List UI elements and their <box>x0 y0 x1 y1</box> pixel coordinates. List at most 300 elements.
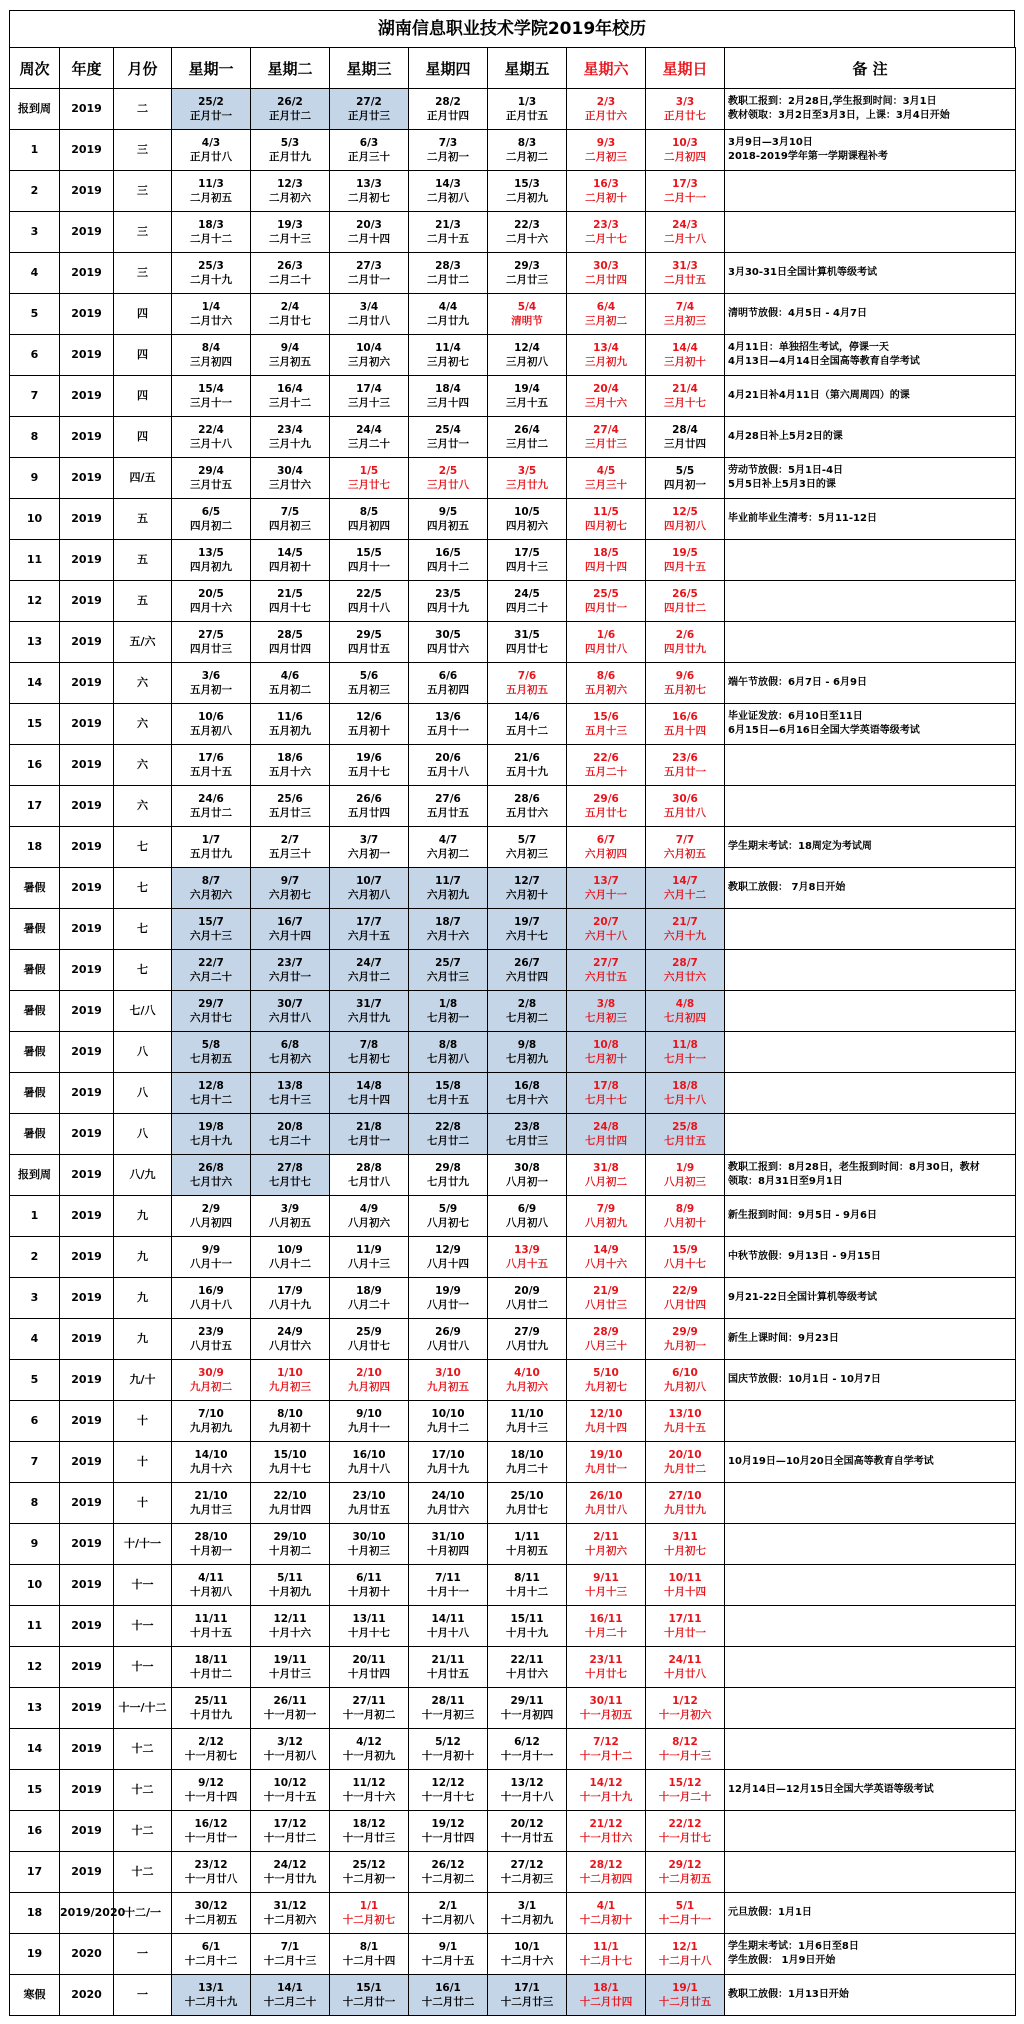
lunar-date: 八月十四 <box>427 1258 469 1270</box>
month-cell: 五/六 <box>114 622 172 663</box>
month-cell: 十一 <box>114 1647 172 1688</box>
day-cell <box>567 991 646 1032</box>
note-cell <box>725 499 1016 540</box>
lunar-date: 八月廿一 <box>427 1299 469 1311</box>
day-cell <box>646 704 725 745</box>
lunar-date: 十一月廿一 <box>184 1832 238 1844</box>
gregorian-date: 19/3 <box>277 219 303 231</box>
day-cell <box>567 1032 646 1073</box>
gregorian-date: 4/4 <box>438 301 458 313</box>
gregorian-date: 26/10 <box>589 1490 623 1502</box>
day-cell <box>172 1073 251 1114</box>
gregorian-date: 17/1 <box>514 1982 540 1994</box>
header-year: 年度 <box>60 48 114 89</box>
lunar-date: 四月十八 <box>348 602 390 614</box>
day-cell <box>251 1483 330 1524</box>
gregorian-date: 22/5 <box>356 588 382 600</box>
gregorian-date: 23/3 <box>593 219 619 231</box>
note-cell <box>725 1606 1016 1647</box>
lunar-date: 四月十二 <box>427 561 469 573</box>
gregorian-date: 28/11 <box>431 1695 465 1707</box>
day-cell <box>488 1770 567 1811</box>
note-line: 5月5日补上5月3日的课 <box>728 479 836 490</box>
gregorian-date: 30/7 <box>277 998 303 1010</box>
day-cell <box>172 1319 251 1360</box>
month-cell: 六 <box>114 663 172 704</box>
lunar-date: 正月廿八 <box>190 151 232 163</box>
gregorian-date: 9/6 <box>675 670 695 682</box>
gregorian-date: 15/6 <box>593 711 619 723</box>
day-cell <box>330 1729 409 1770</box>
day-cell <box>409 171 488 212</box>
lunar-date: 正月廿五 <box>506 110 548 122</box>
lunar-date: 八月廿九 <box>506 1340 548 1352</box>
lunar-date: 十二月初九 <box>500 1914 554 1926</box>
day-cell <box>330 1278 409 1319</box>
gregorian-date: 4/6 <box>280 670 300 682</box>
gregorian-date: 31/8 <box>593 1162 619 1174</box>
lunar-date: 四月廿二 <box>664 602 706 614</box>
gregorian-date: 14/9 <box>593 1244 619 1256</box>
gregorian-date: 9/12 <box>198 1777 224 1789</box>
gregorian-date: 30/8 <box>514 1162 540 1174</box>
table-row <box>10 868 1016 909</box>
gregorian-date: 18/1 <box>593 1982 619 1994</box>
gregorian-date: 30/10 <box>352 1531 386 1543</box>
lunar-date: 十月十一 <box>427 1586 469 1598</box>
table-row <box>10 540 1016 581</box>
day-cell <box>172 1606 251 1647</box>
lunar-date: 十一月廿九 <box>263 1873 317 1885</box>
day-cell <box>409 335 488 376</box>
day-cell <box>646 1278 725 1319</box>
note-line: 元旦放假：1月1日 <box>728 1907 812 1918</box>
gregorian-date: 12/8 <box>198 1080 224 1092</box>
lunar-date: 八月十一 <box>190 1258 232 1270</box>
day-cell <box>567 1442 646 1483</box>
lunar-date: 九月廿二 <box>664 1463 706 1475</box>
year-cell: 2019 <box>60 581 114 622</box>
day-cell <box>330 171 409 212</box>
lunar-date: 十一月廿八 <box>184 1873 238 1885</box>
lunar-date: 五月十二 <box>506 725 548 737</box>
day-cell <box>251 1155 330 1196</box>
year-cell: 2019 <box>60 458 114 499</box>
day-cell <box>409 1401 488 1442</box>
gregorian-date: 19/4 <box>514 383 540 395</box>
gregorian-date: 27/5 <box>198 629 224 641</box>
lunar-date: 七月廿四 <box>585 1135 627 1147</box>
month-cell: 四 <box>114 417 172 458</box>
lunar-date: 二月初三 <box>585 151 627 163</box>
year-cell: 2019 <box>60 1196 114 1237</box>
day-cell <box>488 1032 567 1073</box>
lunar-date: 十月初八 <box>190 1586 232 1598</box>
note-line: 毕业前毕业生清考：5月11-12日 <box>728 513 877 524</box>
table-row <box>10 1196 1016 1237</box>
lunar-date: 十一月廿五 <box>500 1832 554 1844</box>
gregorian-date: 5/1 <box>675 1900 695 1912</box>
note-cell <box>725 253 1016 294</box>
gregorian-date: 17/3 <box>672 178 698 190</box>
gregorian-date: 8/7 <box>201 875 221 887</box>
lunar-date: 九月初十 <box>269 1422 311 1434</box>
gregorian-date: 18/7 <box>435 916 461 928</box>
lunar-date: 三月初三 <box>664 315 706 327</box>
year-cell: 2019 <box>60 663 114 704</box>
day-cell <box>646 1852 725 1893</box>
month-cell: 六 <box>114 786 172 827</box>
note-line: 2018-2019学年第一学期课程补考 <box>728 151 888 162</box>
year-cell: 2019 <box>60 1319 114 1360</box>
lunar-date: 三月十八 <box>190 438 232 450</box>
day-cell <box>251 89 330 130</box>
gregorian-date: 5/3 <box>280 137 300 149</box>
day-cell <box>172 130 251 171</box>
day-cell <box>330 1155 409 1196</box>
day-cell <box>409 458 488 499</box>
year-cell: 2019 <box>60 1442 114 1483</box>
lunar-date: 二月十九 <box>190 274 232 286</box>
lunar-date: 二月十四 <box>348 233 390 245</box>
day-cell <box>409 1442 488 1483</box>
day-cell <box>409 909 488 950</box>
day-cell <box>172 909 251 950</box>
note-line: 4月21日补4月11日（第六周周四）的课 <box>728 390 910 401</box>
day-cell <box>488 909 567 950</box>
gregorian-date: 5/9 <box>438 1203 458 1215</box>
day-cell <box>488 212 567 253</box>
day-cell <box>646 1442 725 1483</box>
day-cell <box>251 1196 330 1237</box>
day-cell <box>172 827 251 868</box>
lunar-date: 八月三十 <box>585 1340 627 1352</box>
lunar-date: 九月初三 <box>269 1381 311 1393</box>
table-row <box>10 909 1016 950</box>
gregorian-date: 11/4 <box>435 342 461 354</box>
note-cell <box>725 1975 1016 2016</box>
lunar-date: 六月初九 <box>427 889 469 901</box>
gregorian-date: 21/6 <box>514 752 540 764</box>
gregorian-date: 22/12 <box>668 1818 702 1830</box>
lunar-date: 三月初六 <box>348 356 390 368</box>
month-cell: 十二 <box>114 1852 172 1893</box>
gregorian-date: 4/12 <box>356 1736 382 1748</box>
lunar-date: 四月廿七 <box>506 643 548 655</box>
gregorian-date: 6/9 <box>517 1203 537 1215</box>
week-cell: 17 <box>10 786 60 827</box>
gregorian-date: 2/8 <box>517 998 537 1010</box>
lunar-date: 九月廿六 <box>427 1504 469 1516</box>
note-cell <box>725 786 1016 827</box>
lunar-date: 二月廿六 <box>190 315 232 327</box>
gregorian-date: 14/5 <box>277 547 303 559</box>
day-cell <box>488 1688 567 1729</box>
table-row <box>10 294 1016 335</box>
lunar-date: 十二月初五 <box>184 1914 238 1926</box>
gregorian-date: 2/10 <box>356 1367 382 1379</box>
lunar-date: 十二月十九 <box>184 1996 238 2008</box>
year-cell: 2019 <box>60 253 114 294</box>
header-week: 周次 <box>10 48 60 89</box>
day-cell <box>567 1360 646 1401</box>
month-cell: 七 <box>114 827 172 868</box>
table-row <box>10 1114 1016 1155</box>
gregorian-date: 9/1 <box>438 1941 458 1953</box>
lunar-date: 四月初一 <box>664 479 706 491</box>
day-cell <box>330 1975 409 2016</box>
day-cell <box>330 1852 409 1893</box>
lunar-date: 七月十四 <box>348 1094 390 1106</box>
day-cell <box>172 212 251 253</box>
year-cell: 2019 <box>60 130 114 171</box>
lunar-date: 三月十七 <box>664 397 706 409</box>
gregorian-date: 27/7 <box>593 957 619 969</box>
table-row <box>10 458 1016 499</box>
gregorian-date: 16/6 <box>672 711 698 723</box>
week-cell: 暑假 <box>10 991 60 1032</box>
lunar-date: 七月廿一 <box>348 1135 390 1147</box>
note-line: 毕业证发放：6月10日至11日 <box>728 711 863 722</box>
lunar-date: 六月初五 <box>664 848 706 860</box>
table-row <box>10 1401 1016 1442</box>
gregorian-date: 9/10 <box>356 1408 382 1420</box>
lunar-date: 十月初七 <box>664 1545 706 1557</box>
gregorian-date: 30/6 <box>672 793 698 805</box>
day-cell <box>488 458 567 499</box>
day-cell <box>330 89 409 130</box>
note-line: 中秋节放假：9月13日 - 9月15日 <box>728 1251 881 1262</box>
lunar-date: 六月廿九 <box>348 1012 390 1024</box>
month-cell: 十一/十二 <box>114 1688 172 1729</box>
day-cell <box>330 909 409 950</box>
note-line: 4月11日：单独招生考试，停课一天 <box>728 342 889 353</box>
day-cell <box>251 1114 330 1155</box>
lunar-date: 六月二十 <box>190 971 232 983</box>
gregorian-date: 4/10 <box>514 1367 540 1379</box>
gregorian-date: 5/7 <box>517 834 537 846</box>
gregorian-date: 17/5 <box>514 547 540 559</box>
lunar-date: 八月廿四 <box>664 1299 706 1311</box>
lunar-date: 二月初七 <box>348 192 390 204</box>
lunar-date: 五月十五 <box>190 766 232 778</box>
gregorian-date: 19/8 <box>198 1121 224 1133</box>
week-cell: 5 <box>10 294 60 335</box>
gregorian-date: 4/7 <box>438 834 458 846</box>
day-cell <box>251 294 330 335</box>
lunar-date: 二月廿一 <box>348 274 390 286</box>
lunar-date: 二月廿四 <box>585 274 627 286</box>
year-cell: 2019 <box>60 212 114 253</box>
lunar-date: 十月廿六 <box>506 1668 548 1680</box>
lunar-date: 七月初五 <box>190 1053 232 1065</box>
day-cell <box>567 581 646 622</box>
week-cell: 14 <box>10 1729 60 1770</box>
day-cell <box>251 1237 330 1278</box>
day-cell <box>567 1278 646 1319</box>
gregorian-date: 25/7 <box>435 957 461 969</box>
week-cell: 1 <box>10 130 60 171</box>
day-cell <box>646 89 725 130</box>
day-cell <box>251 991 330 1032</box>
month-cell: 九 <box>114 1278 172 1319</box>
day-cell <box>567 458 646 499</box>
week-cell: 10 <box>10 499 60 540</box>
lunar-date: 八月初六 <box>348 1217 390 1229</box>
gregorian-date: 11/12 <box>352 1777 386 1789</box>
week-cell: 7 <box>10 1442 60 1483</box>
day-cell <box>567 540 646 581</box>
lunar-date: 八月初八 <box>506 1217 548 1229</box>
gregorian-date: 18/9 <box>356 1285 382 1297</box>
day-cell <box>330 827 409 868</box>
year-cell: 2019 <box>60 1565 114 1606</box>
lunar-date: 十月廿一 <box>664 1627 706 1639</box>
lunar-date: 六月廿三 <box>427 971 469 983</box>
gregorian-date: 1/7 <box>201 834 221 846</box>
gregorian-date: 18/11 <box>194 1654 228 1666</box>
day-cell <box>409 827 488 868</box>
month-cell: 十/十一 <box>114 1524 172 1565</box>
table-row <box>10 1360 1016 1401</box>
day-cell <box>172 1852 251 1893</box>
gregorian-date: 28/2 <box>435 96 461 108</box>
gregorian-date: 23/8 <box>514 1121 540 1133</box>
gregorian-date: 30/3 <box>593 260 619 272</box>
gregorian-date: 26/12 <box>431 1859 465 1871</box>
day-cell <box>488 1647 567 1688</box>
month-cell: 三 <box>114 212 172 253</box>
table-row <box>10 499 1016 540</box>
gregorian-date: 15/5 <box>356 547 382 559</box>
day-cell <box>488 376 567 417</box>
day-cell <box>646 1032 725 1073</box>
lunar-date: 五月廿六 <box>506 807 548 819</box>
lunar-date: 三月廿一 <box>427 438 469 450</box>
lunar-date: 五月廿四 <box>348 807 390 819</box>
day-cell <box>488 1811 567 1852</box>
day-cell <box>409 499 488 540</box>
day-cell <box>646 417 725 458</box>
day-cell <box>567 1852 646 1893</box>
lunar-date: 三月初五 <box>269 356 311 368</box>
day-cell <box>172 950 251 991</box>
lunar-date: 七月初一 <box>427 1012 469 1024</box>
lunar-date: 四月初三 <box>269 520 311 532</box>
day-cell <box>646 786 725 827</box>
lunar-date: 六月初二 <box>427 848 469 860</box>
gregorian-date: 15/12 <box>668 1777 702 1789</box>
day-cell <box>251 786 330 827</box>
day-cell <box>567 1483 646 1524</box>
lunar-date: 九月十七 <box>269 1463 311 1475</box>
day-cell <box>251 1893 330 1934</box>
year-cell: 2019 <box>60 622 114 663</box>
day-cell <box>172 1811 251 1852</box>
month-cell: 八 <box>114 1114 172 1155</box>
month-cell: 三 <box>114 253 172 294</box>
gregorian-date: 11/7 <box>435 875 461 887</box>
gregorian-date: 26/5 <box>672 588 698 600</box>
note-line: 劳动节放假：5月1日-4日 <box>728 465 844 476</box>
table-row <box>10 212 1016 253</box>
year-cell: 2019 <box>60 1524 114 1565</box>
gregorian-date: 2/3 <box>596 96 616 108</box>
lunar-date: 十二月十二 <box>184 1955 238 1967</box>
gregorian-date: 14/6 <box>514 711 540 723</box>
lunar-date: 二月初五 <box>190 192 232 204</box>
day-cell <box>330 1237 409 1278</box>
month-cell: 五 <box>114 540 172 581</box>
note-cell <box>725 1811 1016 1852</box>
day-cell <box>172 1893 251 1934</box>
gregorian-date: 16/5 <box>435 547 461 559</box>
lunar-date: 八月二十 <box>348 1299 390 1311</box>
lunar-date: 七月廿八 <box>348 1176 390 1188</box>
day-cell <box>488 581 567 622</box>
gregorian-date: 2/5 <box>438 465 458 477</box>
note-cell <box>725 663 1016 704</box>
table-row <box>10 1729 1016 1770</box>
lunar-date: 十二月初三 <box>500 1873 554 1885</box>
lunar-date: 七月廿七 <box>269 1176 311 1188</box>
year-cell: 2019 <box>60 1483 114 1524</box>
day-cell <box>488 1975 567 2016</box>
gregorian-date: 15/9 <box>672 1244 698 1256</box>
lunar-date: 八月十七 <box>664 1258 706 1270</box>
lunar-date: 八月初七 <box>427 1217 469 1229</box>
day-cell <box>488 1934 567 1975</box>
lunar-date: 十一月十一 <box>500 1750 554 1762</box>
lunar-date: 四月初十 <box>269 561 311 573</box>
gregorian-date: 9/3 <box>596 137 616 149</box>
day-cell <box>251 171 330 212</box>
week-cell: 5 <box>10 1360 60 1401</box>
day-cell <box>646 1360 725 1401</box>
lunar-date: 四月廿三 <box>190 643 232 655</box>
year-cell: 2019 <box>60 1073 114 1114</box>
lunar-date: 九月初五 <box>427 1381 469 1393</box>
gregorian-date: 8/8 <box>438 1039 458 1051</box>
lunar-date: 七月廿六 <box>190 1176 232 1188</box>
note-line: 新生报到时间：9月5日 - 9月6日 <box>728 1210 877 1221</box>
day-cell <box>567 1934 646 1975</box>
day-cell <box>646 1770 725 1811</box>
note-line: 4月28日补上5月2日的课 <box>728 431 843 442</box>
note-line: 10月19日—10月20日全国高等教育自学考试 <box>728 1456 934 1467</box>
lunar-date: 十二月十三 <box>263 1955 317 1967</box>
gregorian-date: 12/9 <box>435 1244 461 1256</box>
day-cell <box>488 663 567 704</box>
page-title: 湖南信息职业技术学院2019年校历 <box>9 10 1015 47</box>
lunar-date: 九月廿九 <box>664 1504 706 1516</box>
gregorian-date: 5/11 <box>277 1572 303 1584</box>
table-row <box>10 335 1016 376</box>
note-line: 教职工放假： 7月8日开始 <box>728 882 846 893</box>
gregorian-date: 6/6 <box>438 670 458 682</box>
note-line: 学生放假： 1月9日开始 <box>728 1955 836 1966</box>
gregorian-date: 31/5 <box>514 629 540 641</box>
day-cell <box>646 253 725 294</box>
gregorian-date: 1/5 <box>359 465 379 477</box>
lunar-date: 三月初七 <box>427 356 469 368</box>
gregorian-date: 31/3 <box>672 260 698 272</box>
lunar-date: 六月初十 <box>506 889 548 901</box>
day-cell <box>172 1934 251 1975</box>
lunar-date: 十月廿七 <box>585 1668 627 1680</box>
lunar-date: 七月十二 <box>190 1094 232 1106</box>
gregorian-date: 10/8 <box>593 1039 619 1051</box>
